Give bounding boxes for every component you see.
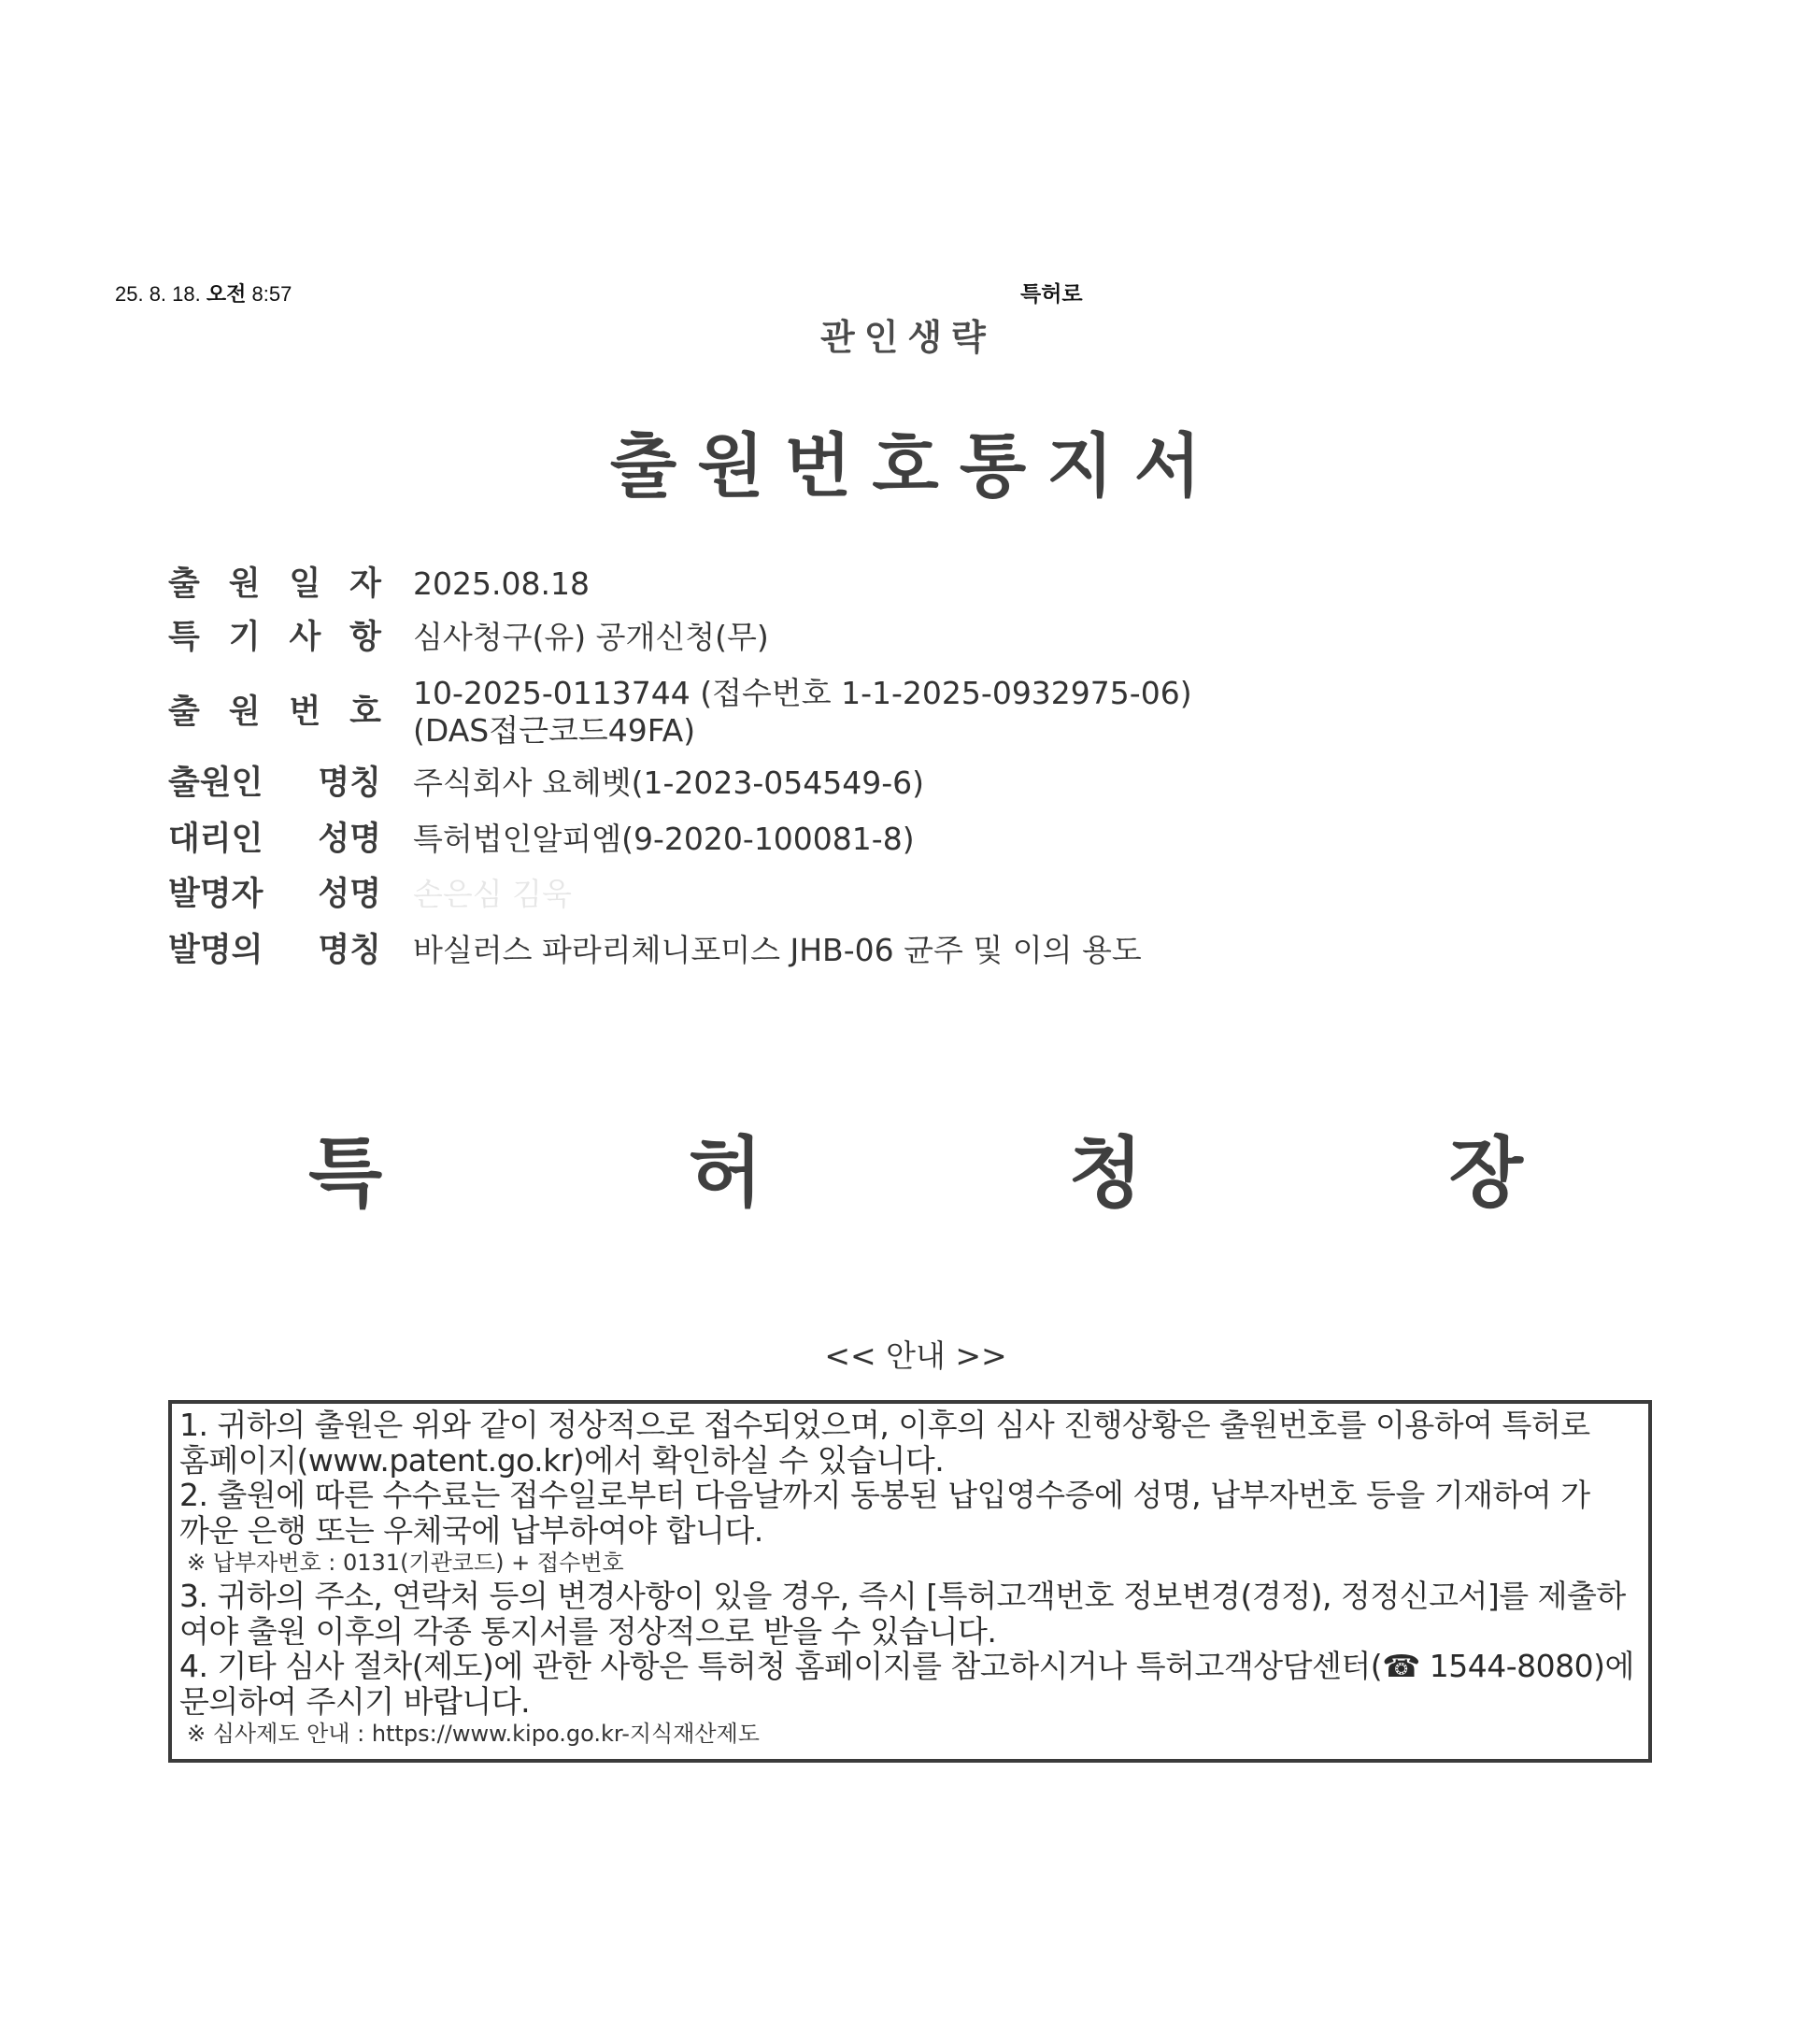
invention-title-label: 발명의 명칭: [168, 932, 381, 969]
guide-line: 3. 귀하의 주소, 연락처 등의 변경사항이 있을 경우, 즉시 [특허고객번호 정보변경(경정), 정정신고서]를 제출하: [179, 1578, 1626, 1614]
guide-line: 홈페이지(www.patent.go.kr)에서 확인하실 수 있습니다.: [179, 1441, 945, 1479]
application-number-label: 출 원 번 호: [168, 693, 381, 731]
guide-line: 여야 출원 이후의 각종 통지서를 정상적으로 받을 수 있습니다.: [179, 1612, 997, 1650]
guide-line: 문의하여 주시기 바랍니다.: [179, 1682, 531, 1720]
guide-line: 2. 출원에 따른 수수료는 접수일로부터 다음날까지 동봉된 납입영수증에 성명, 납부자번호 등을 기재하여 가: [179, 1477, 1590, 1513]
site-name: 특허로: [1020, 282, 1083, 307]
filing-date-value: 2025.08.18: [413, 565, 590, 602]
guide-notice-box: [168, 1400, 1652, 1763]
examination-guide-note: ※ 심사제도 안내 : https://www.kipo.go.kr-지식재산제도: [187, 1721, 760, 1747]
inventor-name-label: 발명자 성명: [168, 876, 381, 913]
application-number-line: 10-2025-0113744 (접수번호 1-1-2025-0932975-06): [413, 675, 1192, 711]
application-number-value: [413, 675, 1192, 750]
payer-number-note: ※ 납부자번호 : 0131(기관코드) + 접수번호: [187, 1550, 624, 1576]
das-access-code: (DAS접근코드49FA): [413, 712, 696, 749]
stamp-omitted-notice: 관인생략: [820, 317, 995, 358]
document-title: 출원번호통지서: [609, 426, 1222, 507]
guide-line: 1. 귀하의 출원은 위와 같이 정상적으로 접수되었으며, 이후의 심사 진행상황은 출원번호를 이용하여 특허로: [179, 1407, 1590, 1443]
guide-line: 4. 기타 심사 절차(제도)에 관한 사항은 특허청 홈페이지를 참고하시거나 특허고객상담센터(☎ 1544-8080)에: [179, 1648, 1634, 1684]
print-date: 25. 8. 18.: [115, 282, 206, 306]
guide-line: 까운 은행 또는 우체국에 납부하여야 합니다.: [179, 1511, 763, 1549]
applicant-name-value: 주식회사 요헤벳(1-2023-054549-6): [413, 765, 925, 801]
agent-name-value: 특허법인알피엠(9-2020-100081-8): [413, 821, 915, 857]
invention-title-value: 바실러스 파라리체니포미스 JHB-06 균주 및 이의 용도: [413, 932, 1142, 968]
special-notes-value: 심사청구(유) 공개신청(무): [413, 619, 769, 655]
print-ampm: 오전: [206, 282, 247, 306]
guide-heading: << 안내 >>: [824, 1337, 1007, 1374]
applicant-name-label: 출원인 명칭: [168, 765, 381, 802]
filing-date-label: 출 원 일 자: [168, 565, 381, 603]
special-notes-label: 특 기 사 항: [168, 619, 381, 656]
print-timestamp: [115, 279, 292, 307]
agent-name-label: 대리인 성명: [168, 821, 381, 858]
commissioner-signature: 특 허 청 장: [308, 1129, 1523, 1218]
print-time: 8:57: [246, 282, 292, 306]
inventor-name-value: 손은심 김욱: [413, 876, 572, 912]
